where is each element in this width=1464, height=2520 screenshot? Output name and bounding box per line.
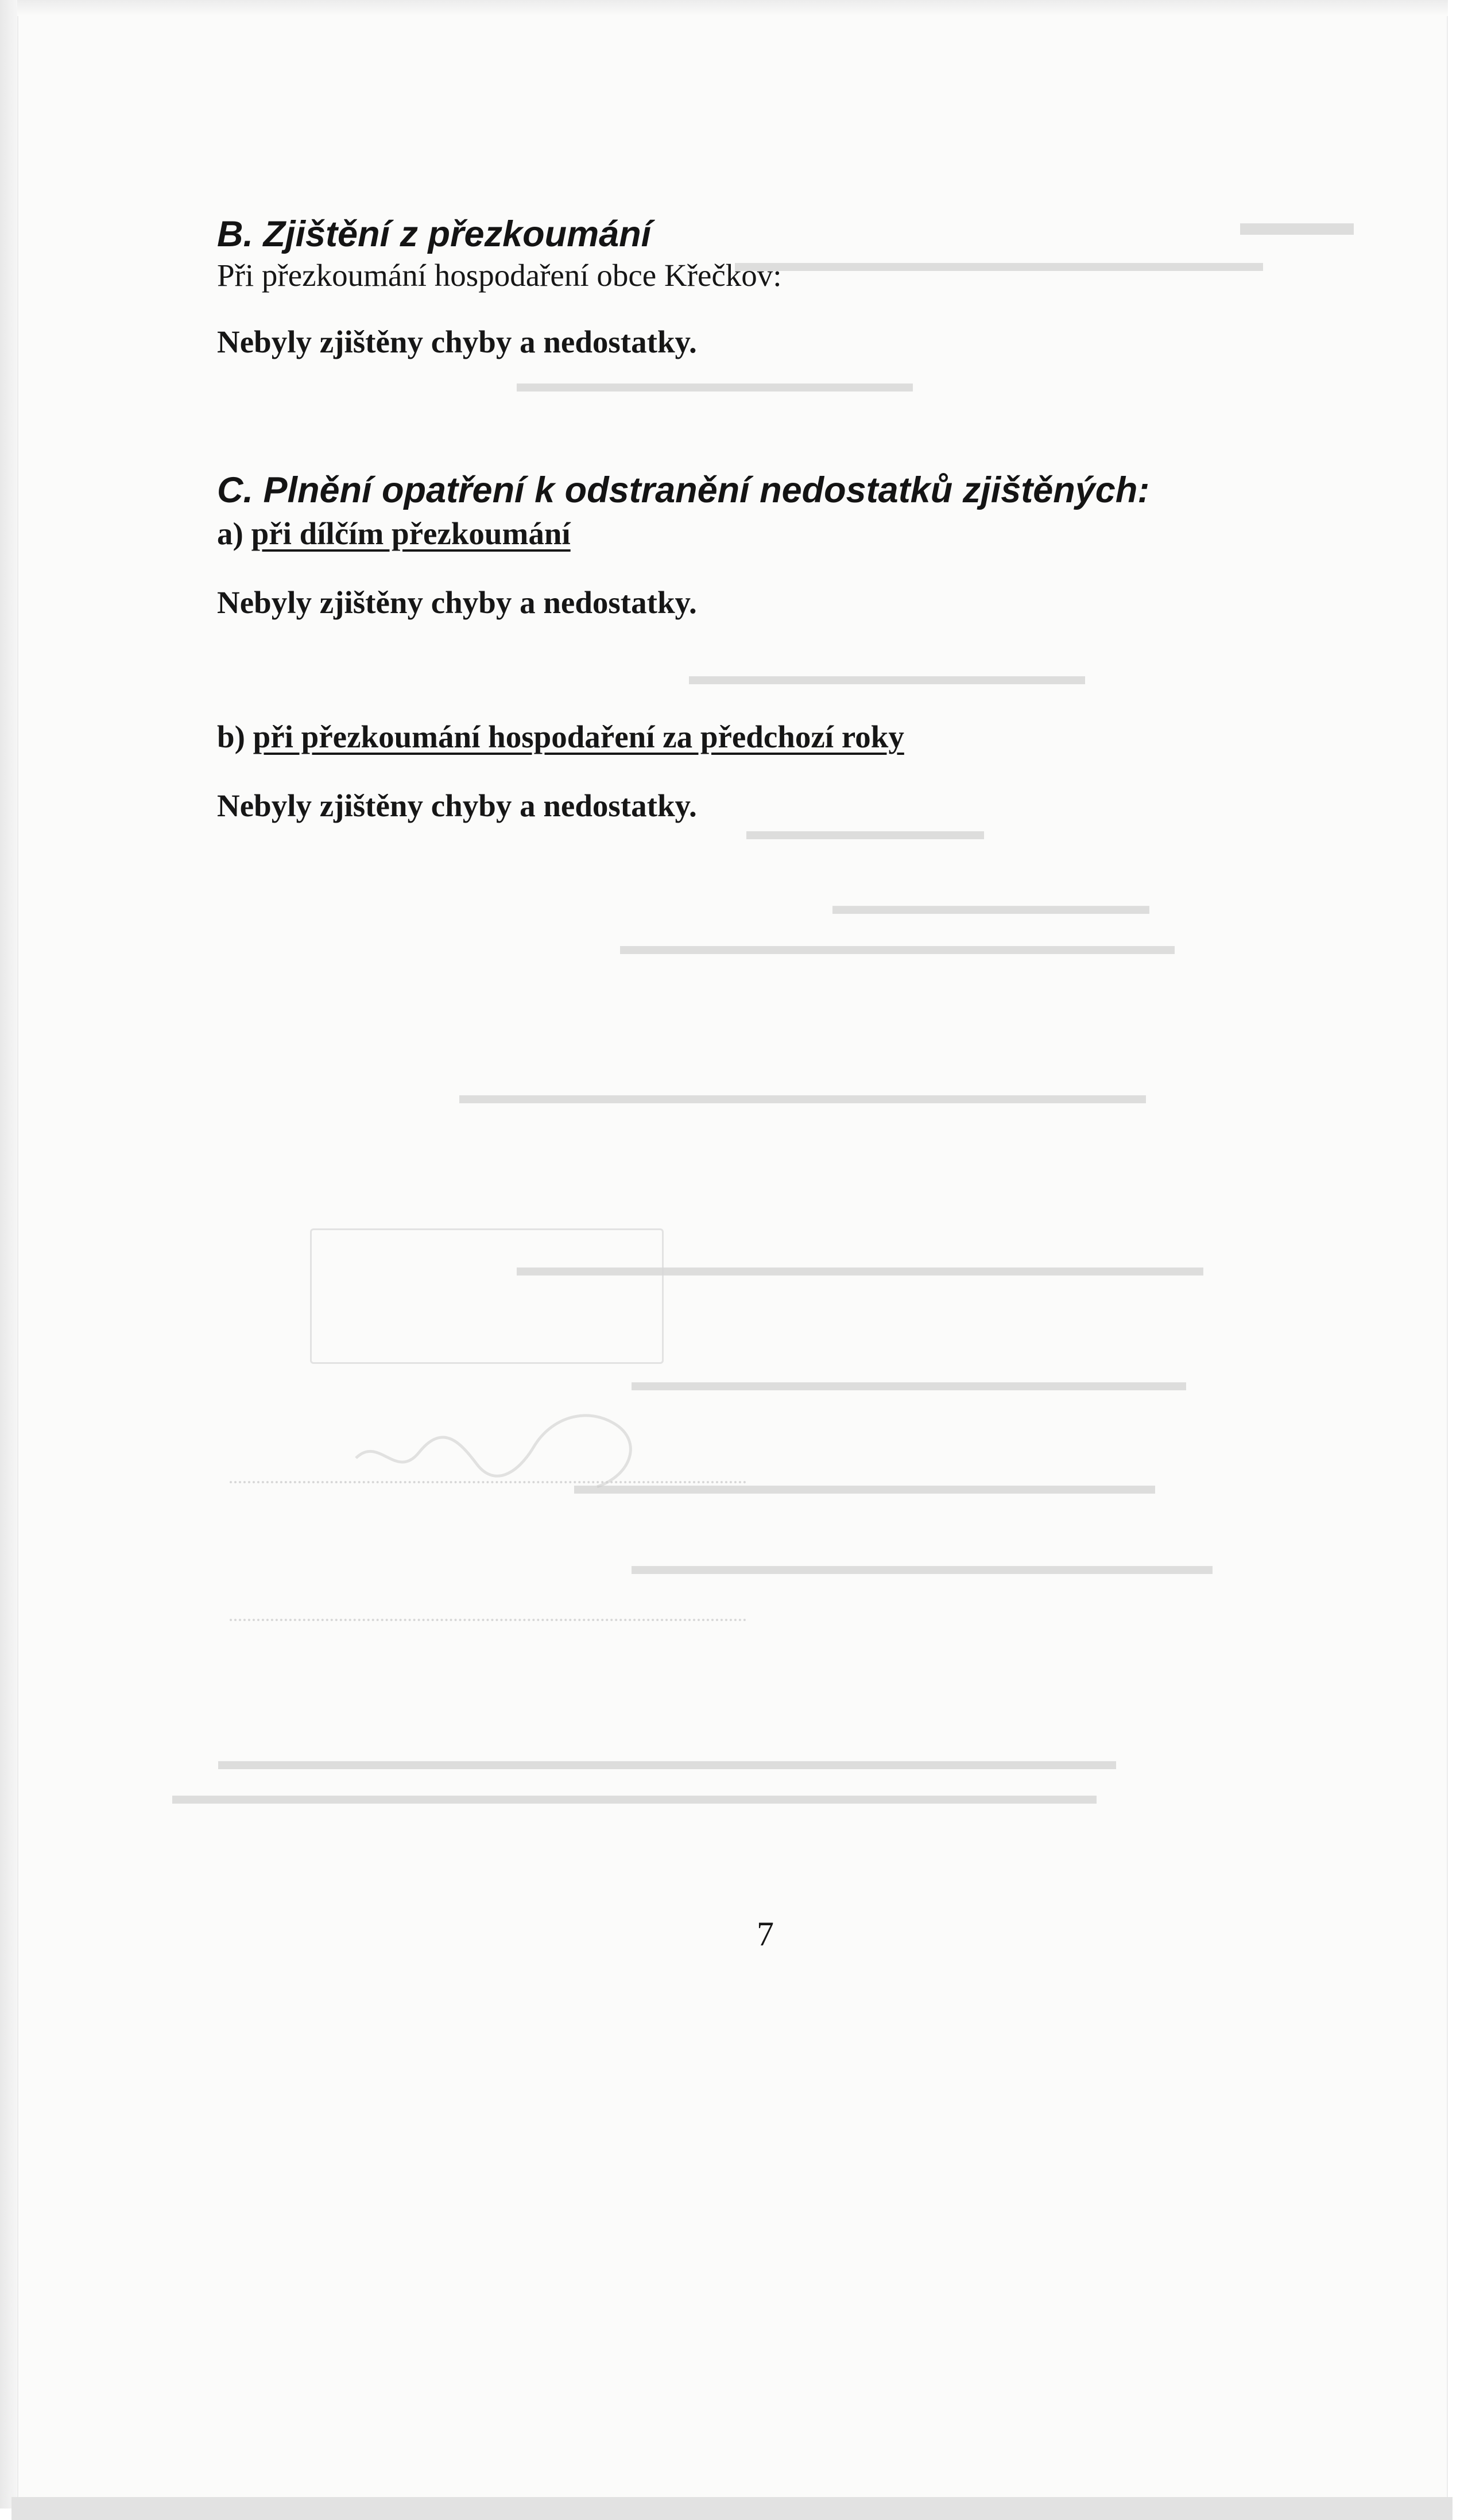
section-c-part-a-label: a) [217, 516, 251, 551]
section-b-heading: B. Zjištění z přezkoumání [217, 214, 652, 254]
show-through-mark: ▬▬▬▬▬▬▬▬▬▬▬▬▬▬▬▬▬▬▬▬▬▬▬▬▬▬▬▬▬▬▬▬▬▬ [218, 1746, 1116, 1775]
section-c-part-a-title: při dílčím přezkoumání [251, 516, 571, 551]
show-through-mark: ▬▬▬▬▬▬▬▬▬▬▬▬▬▬▬ [689, 661, 1085, 690]
show-through-dotted-line [230, 1619, 746, 1621]
section-c-part-b-title: při přezkoumání hospodaření za předchozí roky [253, 719, 904, 754]
show-through-mark: ▬▬▬▬▬▬▬▬▬▬▬▬▬▬▬ [517, 368, 913, 397]
section-c-part-a-finding: Nebyly zjištěny chyby a nedostatky. [217, 585, 697, 620]
scan-bottom-edge [11, 2497, 1453, 2520]
show-through-mark: ▬▬▬▬▬▬▬▬▬▬▬▬▬▬▬▬▬▬▬▬▬▬ [632, 1550, 1213, 1580]
section-b-finding: Nebyly zjištěny chyby a nedostatky. [217, 324, 697, 359]
section-c-part-b-heading [217, 719, 904, 755]
show-through-mark: ▬▬▬▬▬▬▬▬▬▬▬▬▬▬▬▬▬▬▬▬▬▬▬▬▬▬ [517, 1252, 1203, 1281]
show-through-mark: ▬▬▬ [1240, 201, 1354, 243]
section-b-intro: Při přezkoumání hospodaření obce Křečkov: [217, 258, 782, 293]
section-c-part-a-heading [217, 515, 571, 552]
show-through-mark: ▬▬▬▬▬▬▬▬▬▬▬▬▬▬▬▬▬▬▬▬▬ [620, 931, 1175, 960]
show-through-mark: ▬▬▬▬▬▬▬▬▬▬▬▬▬▬▬▬▬▬▬▬▬▬ [574, 1470, 1155, 1499]
section-c-part-b-label: b) [217, 719, 253, 754]
show-through-dotted-line [230, 1481, 746, 1483]
show-through-mark: ▬▬▬▬▬▬▬▬▬▬▬▬ [832, 890, 1149, 920]
show-through-signature [344, 1389, 643, 1504]
show-through-mark: ▬▬▬▬▬▬▬▬▬▬▬▬▬▬▬▬▬▬▬▬▬ [632, 1367, 1186, 1396]
scan-left-edge [0, 0, 17, 2509]
section-c-heading: C. Plnění opatření k odstranění nedostatků zjištěných: [217, 470, 1150, 510]
section-c-part-b-finding: Nebyly zjištěny chyby a nedostatky. [217, 788, 697, 823]
show-through-stamp [310, 1228, 664, 1364]
show-through-mark: ▬▬▬▬▬▬▬▬▬▬▬▬▬▬▬▬▬▬▬▬▬▬▬▬▬▬▬▬▬▬▬▬▬▬▬ [172, 1780, 1097, 1809]
show-through-mark: ▬▬▬▬▬▬▬▬▬▬▬▬▬▬▬▬▬▬▬▬ [735, 247, 1263, 277]
scan-top-edge [17, 0, 1448, 16]
page-number: 7 [757, 1915, 774, 1953]
show-through-mark: ▬▬▬▬▬▬▬▬▬▬▬▬▬▬▬▬▬▬▬▬▬▬▬▬▬▬ [459, 1080, 1146, 1109]
show-through-mark: ▬▬▬▬▬▬▬▬▬ [746, 816, 984, 845]
